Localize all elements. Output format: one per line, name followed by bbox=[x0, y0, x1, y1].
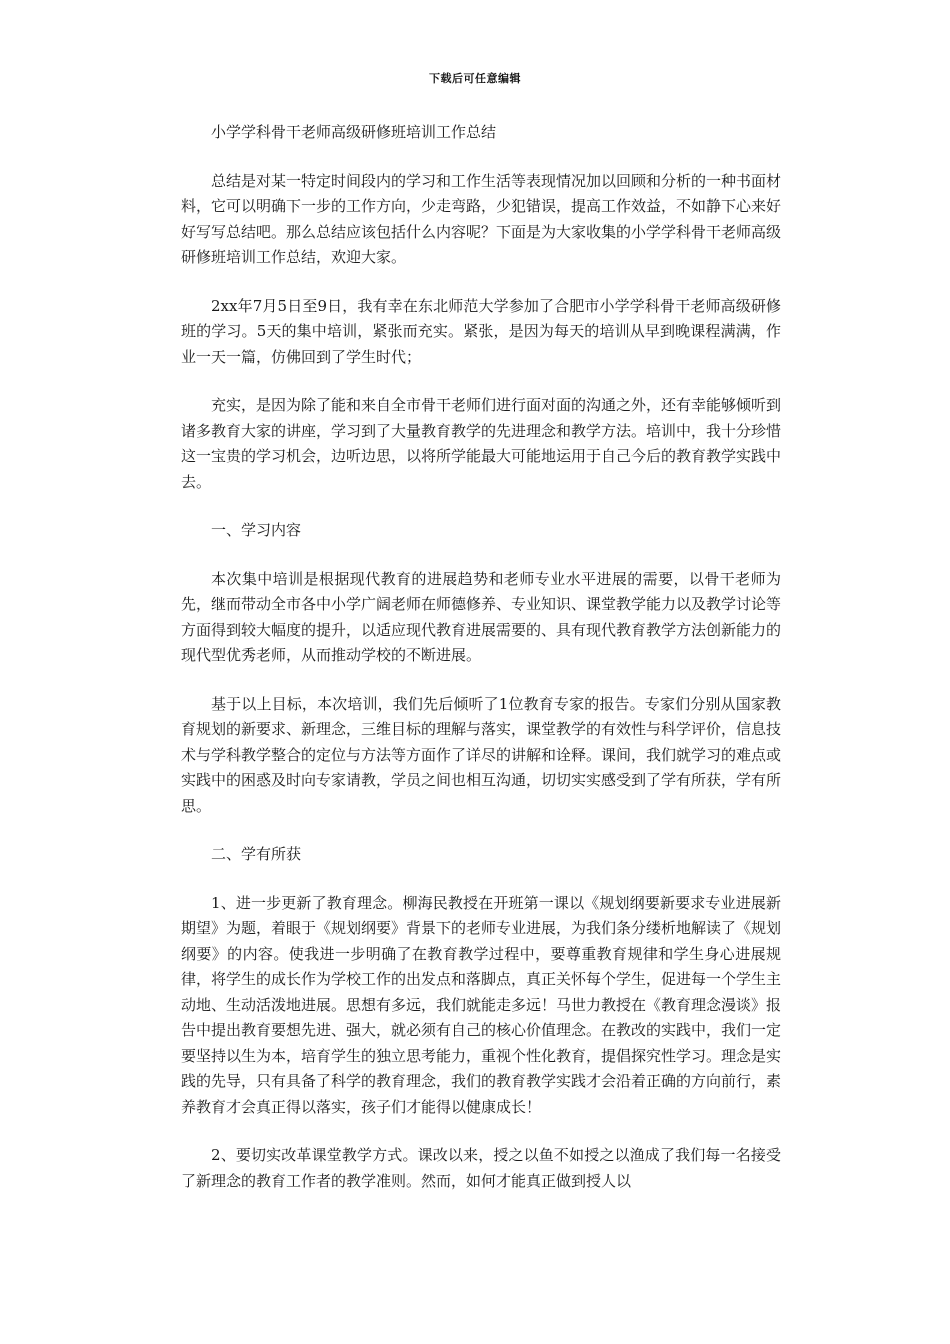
section-heading-learning-content: 一、学习内容 bbox=[211, 521, 302, 539]
paragraph-training-dates: 2xx年7月5日至9日，我有幸在东北师范大学参加了合肥市小学学科骨干老师高级研修班的学习。5天的集中培训，紧张而充实。紧张，是因为每天的培训从早到晚课程满满，作业一天一篇，仿佛回到了学生时代； bbox=[181, 296, 781, 366]
paragraph-fulfilling: 充实，是因为除了能和来自全市骨干老师们进行面对面的沟通之外，还有幸能够倾听到诸多教育大家的讲座，学习到了大量教育教学的先进理念和教学方法。培训中，我十分珍惜这一宝贵的学习机会，边听边思，以将所学能最大可能地运用于自己今后的教育教学实践中去。 bbox=[181, 396, 782, 491]
section2-paragraph: 2、要切实改革课堂教学方式。课改以来，授之以鱼不如授之以渔成了我们每一名接受了新理念的教育工作者的教学准则。然而，如何才能真正做到授人以 bbox=[181, 1146, 781, 1190]
section2-paragraph: 1、进一步更新了教育理念。柳海民教授在开班第一课以《规划纲要新要求专业进展新期望》为题，着眼于《规划纲要》背景下的老师专业进展，为我们条分缕析地解读了《规划纲要》的内容。使我进一步明确了在教育教学过程中，要尊重教育规律和学生身心进展规律，将学生的成长作为学校工作的出发点和落脚点，真正关怀每个学生，促进每一个学生主动地、生动活泼地进展。思想有多远，我们就能走多远！马世力教授在《教育理念漫谈》报告中提出教育要想先进、强大，就必须有自己的核心价值理念。在教改的实践中，我们一定要坚持以生为本，培育学生的独立思考能力，重视个性化教育，提倡探究性学习。理念是实践的先导，只有具备了科学的教育理念，我们的教育教学实践才会沿着正确的方向前行，素养教育才会真正得以落实，孩子们才能得以健康成长！ bbox=[181, 893, 782, 1116]
section1-paragraph: 基于以上目标，本次培训，我们先后倾听了1位教育专家的报告。专家们分别从国家教育规划的新要求、新理念，三维目标的理解与落实，课堂教学的有效性与科学评价，信息技术与学科教学整合的定位与方法等方面作了详尽的讲解和诠释。课间，我们就学习的难点或实践中的困惑及时向专家请教，学员之间也相互沟通，切切实实感受到了学有所获，学有所思。 bbox=[181, 694, 782, 815]
download-note: 下载后可任意编辑 bbox=[429, 72, 521, 85]
section-heading-gains: 二、学有所获 bbox=[211, 845, 302, 863]
document-title: 小学学科骨干老师高级研修班培训工作总结 bbox=[211, 123, 497, 141]
document-body bbox=[181, 120, 781, 1217]
section1-paragraph: 本次集中培训是根据现代教育的进展趋势和老师专业水平进展的需要，以骨干老师为先，继而带动全市各中小学广阔老师在师德修养、专业知识、课堂教学能力以及教学讨论等方面得到较大幅度的提升，以适应现代教育进展需要的、具有现代教育教学方法创新能力的现代型优秀老师，从而推动学校的不断进展。 bbox=[181, 569, 782, 664]
intro-paragraph: 总结是对某一特定时间段内的学习和工作生活等表现情况加以回顾和分析的一种书面材料，它可以明确下一步的工作方向，少走弯路，少犯错误，提高工作效益，不如静下心来好好写写总结吧。那么总结应该包括什么内容呢？下面是为大家收集的小学学科骨干老师高级研修班培训工作总结，欢迎大家。 bbox=[181, 171, 782, 266]
